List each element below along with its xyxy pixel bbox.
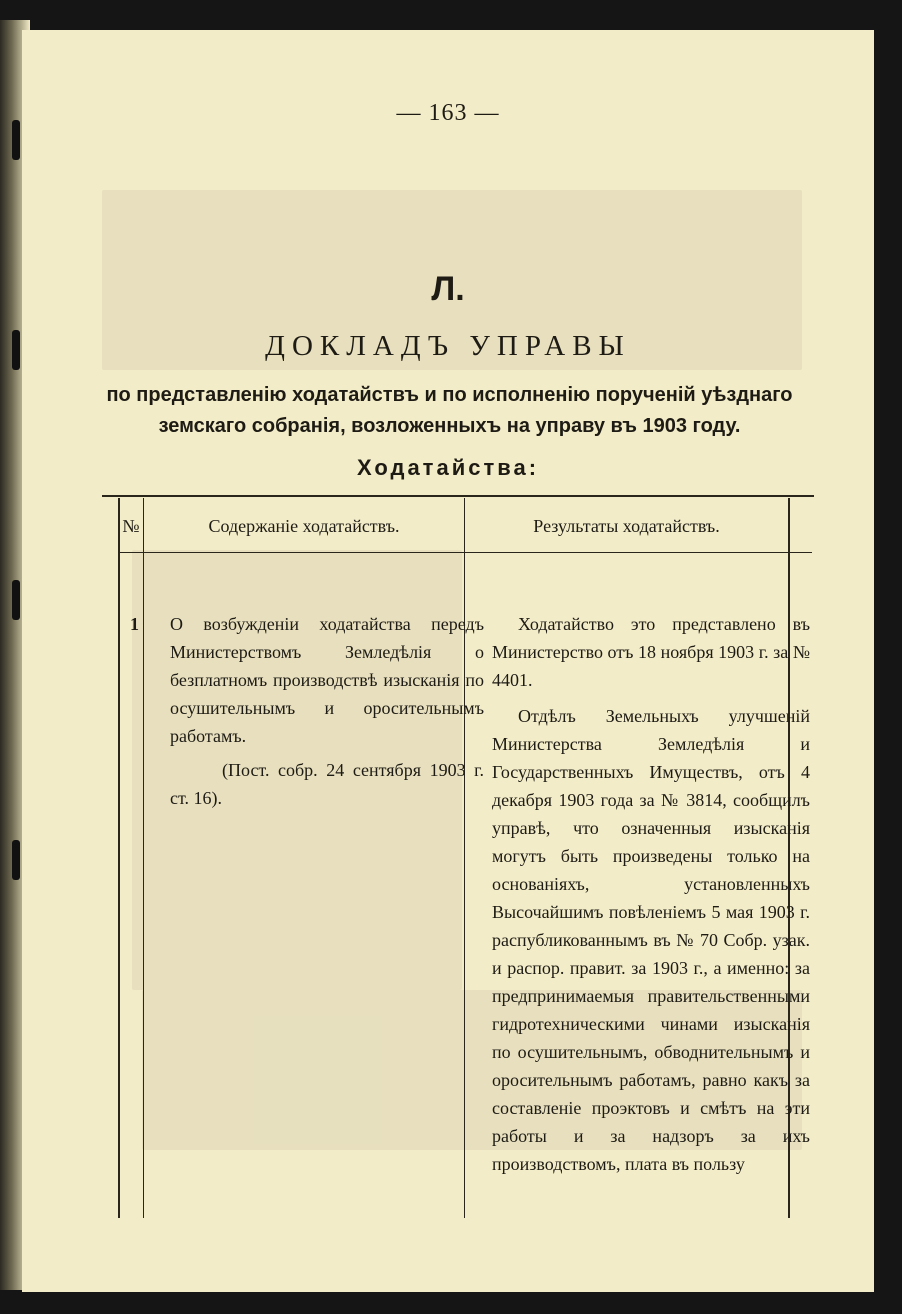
petition-reference: (Пост. собр. 24 сентября 1903 г. ст. 16). <box>170 760 484 808</box>
result-paragraph: Ходатайство это представлено въ Министерство отъ 18 ноября 1903 г. за № 4401. <box>492 614 810 690</box>
table-column-divider <box>464 498 465 1218</box>
binding-mark <box>12 840 20 880</box>
section-heading: Ходатайства: <box>356 455 540 480</box>
binding-mark <box>12 120 20 160</box>
table-cell-content <box>170 610 484 812</box>
page-subtitle: по представленію ходатайствъ и по исполненію порученій уѣзднаго земскаго собранія, возложенныхъ на управу въ 1903 году. <box>106 384 793 437</box>
table-header-number: № <box>122 516 140 536</box>
result-paragraph: Отдѣлъ Земельныхъ улучшеній Министерства Земледѣлія и Государственныхъ Имуществъ, отъ 4 декабря 1903 года за № 3814, сообщилъ управѣ, что означенныя изысканія могутъ быть произведены только на основаніяхъ, установленныхъ Высочайшимъ повѣленіемъ 5 мая 1903 г. распубликованнымъ въ № 70 Собр. узак. и распор. правит. за 1903 г., а именно: за предпринимаемыя правительственными гидротехническими чинами изысканія по осушительнымъ, обводнительнымъ и оросительнымъ работамъ, равно какъ за составленіе проэктовъ и смѣтъ на эти работы и за надзоръ за ихъ производствомъ, плата въ пользу <box>492 706 810 1174</box>
section-letter: Л. <box>431 270 465 308</box>
binding-mark <box>12 580 20 620</box>
table-header-content: Содержаніе ходатайствъ. <box>208 516 400 536</box>
table-column-divider <box>143 498 144 1218</box>
table-top-rule <box>102 495 814 497</box>
petition-text: О возбужденіи ходатайства передъ Министерствомъ Земледѣлія о безплатномъ производствѣ изысканія по осушительнымъ и оросительнымъ работамъ. <box>170 614 484 746</box>
document-page <box>22 30 874 1292</box>
page-title: ДОКЛАДЪ УПРАВЫ <box>265 330 631 362</box>
table-cell-results <box>492 610 810 1178</box>
table-left-border <box>118 498 120 1218</box>
page-number: — 163 — <box>396 100 500 126</box>
table-header-rule <box>118 552 812 553</box>
binding-mark <box>12 330 20 370</box>
table-header-results: Результаты ходатайствъ. <box>533 516 720 536</box>
table-row-number: 1 <box>130 614 139 634</box>
